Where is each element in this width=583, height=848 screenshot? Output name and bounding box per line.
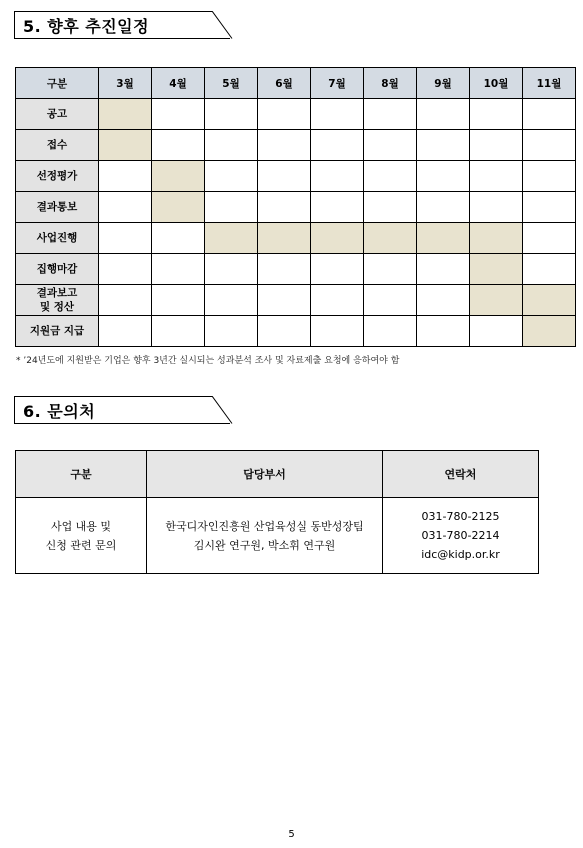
schedule-cell — [470, 130, 523, 161]
schedule-row — [16, 285, 576, 316]
schedule-cell-active — [523, 316, 576, 347]
schedule-row — [16, 130, 576, 161]
schedule-row-label: 지원금 지급 — [16, 316, 99, 347]
schedule-cell — [417, 254, 470, 285]
schedule-cell — [258, 192, 311, 223]
schedule-cell — [258, 254, 311, 285]
schedule-row-label: 사업진행 — [16, 223, 99, 254]
schedule-cell — [417, 130, 470, 161]
contact-row — [16, 498, 539, 574]
schedule-cell — [205, 285, 258, 316]
schedule-cell — [152, 285, 205, 316]
schedule-cell-active — [470, 254, 523, 285]
phone-number: 031-780-2214 — [421, 529, 500, 542]
schedule-cell-active — [205, 223, 258, 254]
schedule-cell — [205, 130, 258, 161]
schedule-cell — [258, 130, 311, 161]
schedule-cell — [470, 161, 523, 192]
contact-category: 사업 내용 및 신청 관련 문의 — [16, 498, 147, 574]
schedule-cell-active — [470, 223, 523, 254]
schedule-cell — [152, 223, 205, 254]
schedule-row-label: 접수 — [16, 130, 99, 161]
heading-slant-decoration — [212, 11, 234, 39]
schedule-cell — [205, 161, 258, 192]
schedule-cell — [205, 192, 258, 223]
schedule-cell — [523, 192, 576, 223]
schedule-cell-active — [311, 223, 364, 254]
schedule-cell — [99, 192, 152, 223]
month-header: 8월 — [364, 68, 417, 99]
schedule-cell — [523, 99, 576, 130]
month-header: 3월 — [99, 68, 152, 99]
schedule-cell — [152, 316, 205, 347]
schedule-cell-active — [152, 192, 205, 223]
schedule-cell — [364, 130, 417, 161]
schedule-cell — [99, 254, 152, 285]
schedule-cell — [364, 192, 417, 223]
month-header: 10월 — [470, 68, 523, 99]
schedule-cell — [311, 99, 364, 130]
contact-header-department: 담당부서 — [147, 451, 383, 498]
schedule-cell-active — [417, 223, 470, 254]
section-6-title: 6. 문의처 — [23, 402, 96, 421]
schedule-cell — [470, 192, 523, 223]
schedule-cell-active — [99, 130, 152, 161]
schedule-row — [16, 254, 576, 285]
schedule-cell — [258, 99, 311, 130]
schedule-cell-active — [258, 223, 311, 254]
schedule-cell — [364, 285, 417, 316]
contact-header-category: 구분 — [16, 451, 147, 498]
schedule-header-category: 구분 — [16, 68, 99, 99]
schedule-cell — [470, 99, 523, 130]
schedule-cell — [311, 192, 364, 223]
schedule-cell — [258, 316, 311, 347]
schedule-cell — [258, 285, 311, 316]
month-header: 7월 — [311, 68, 364, 99]
section-5-heading — [14, 11, 230, 39]
schedule-cell — [205, 254, 258, 285]
contact-info — [383, 498, 539, 574]
schedule-row — [16, 316, 576, 347]
schedule-row — [16, 99, 576, 130]
schedule-cell — [311, 130, 364, 161]
phone-number: 031-780-2125 — [421, 510, 500, 523]
email-address: idc@kidp.or.kr — [421, 548, 500, 561]
month-header: 11월 — [523, 68, 576, 99]
page-number: 5 — [288, 829, 295, 840]
month-header: 6월 — [258, 68, 311, 99]
month-header: 9월 — [417, 68, 470, 99]
section-5-title: 5. 향후 추진일정 — [23, 17, 150, 36]
schedule-cell — [417, 285, 470, 316]
schedule-cell — [523, 161, 576, 192]
schedule-cell — [99, 316, 152, 347]
schedule-cell — [523, 130, 576, 161]
schedule-cell-active — [364, 223, 417, 254]
schedule-cell — [311, 254, 364, 285]
schedule-row-label: 결과보고 및 정산 — [16, 285, 99, 316]
contact-department: 한국디자인진흥원 산업육성실 동반성장팀 김시완 연구원, 박소휘 연구원 — [147, 498, 383, 574]
schedule-cell — [364, 316, 417, 347]
schedule-cell-active — [470, 285, 523, 316]
contact-header-row — [16, 451, 539, 498]
schedule-table — [15, 67, 576, 347]
schedule-row — [16, 192, 576, 223]
schedule-row-label: 결과통보 — [16, 192, 99, 223]
schedule-cell — [99, 161, 152, 192]
schedule-row — [16, 161, 576, 192]
schedule-cell — [99, 285, 152, 316]
schedule-cell — [152, 99, 205, 130]
schedule-cell — [99, 223, 152, 254]
heading-slant-decoration — [212, 396, 234, 424]
month-header: 5월 — [205, 68, 258, 99]
schedule-header-row — [16, 68, 576, 99]
schedule-cell — [258, 161, 311, 192]
footnote: * ’24년도에 지원받은 기업은 향후 3년간 실시되는 성과분석 조사 및 자료제출 요청에 응하여야 함 — [16, 356, 400, 366]
schedule-cell — [417, 99, 470, 130]
schedule-cell — [470, 316, 523, 347]
schedule-cell-active — [99, 99, 152, 130]
schedule-cell — [152, 254, 205, 285]
schedule-row-label: 집행마감 — [16, 254, 99, 285]
schedule-cell — [523, 254, 576, 285]
schedule-cell — [364, 161, 417, 192]
schedule-cell — [205, 99, 258, 130]
schedule-cell — [417, 192, 470, 223]
schedule-row-label: 공고 — [16, 99, 99, 130]
schedule-cell — [152, 130, 205, 161]
schedule-cell — [311, 161, 364, 192]
schedule-cell — [417, 316, 470, 347]
schedule-cell — [205, 316, 258, 347]
section-6-heading — [14, 396, 230, 424]
month-header: 4월 — [152, 68, 205, 99]
schedule-cell — [523, 223, 576, 254]
schedule-cell — [364, 99, 417, 130]
schedule-cell-active — [152, 161, 205, 192]
schedule-row-label: 선정평가 — [16, 161, 99, 192]
schedule-row — [16, 223, 576, 254]
contact-header-contact: 연락처 — [383, 451, 539, 498]
schedule-cell — [417, 161, 470, 192]
schedule-cell — [364, 254, 417, 285]
contact-table — [15, 450, 539, 574]
schedule-cell — [311, 285, 364, 316]
schedule-cell-active — [523, 285, 576, 316]
schedule-body — [16, 99, 576, 347]
schedule-cell — [311, 316, 364, 347]
